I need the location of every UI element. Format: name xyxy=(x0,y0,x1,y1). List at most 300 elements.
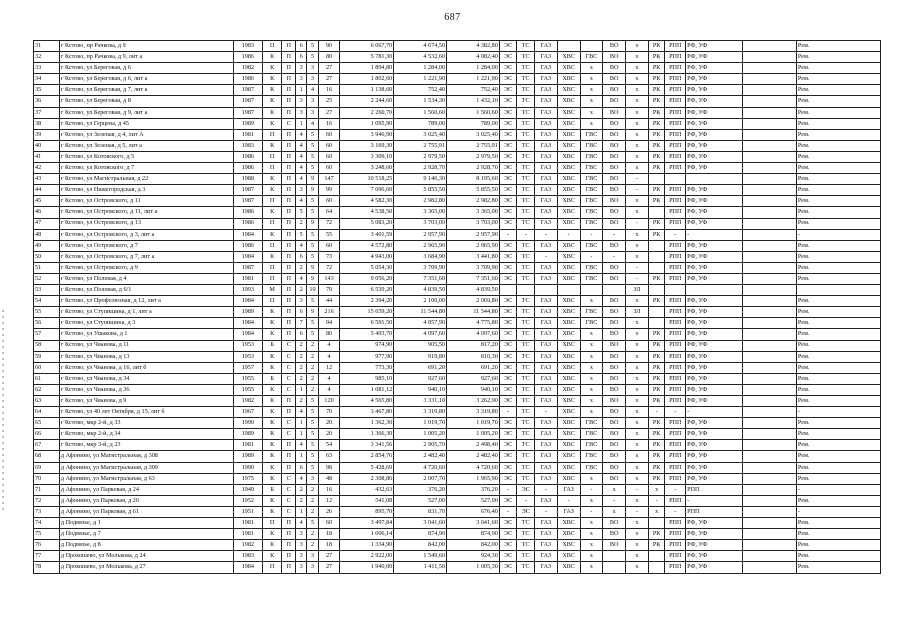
table-cell: ВО xyxy=(603,318,626,329)
table-cell: ВО xyxy=(603,296,626,307)
table-cell: ГАЗ xyxy=(535,429,558,440)
table-cell: ХВС xyxy=(557,473,580,484)
table-cell: 53 xyxy=(34,285,60,296)
table-cell: ГАЗ xyxy=(535,351,558,362)
table-cell: 3 169,30 xyxy=(340,140,394,151)
table-body xyxy=(34,41,881,574)
table-cell: 5 428,69 xyxy=(340,462,394,473)
table-cell: г Кстово, ул Котовского, д 5 xyxy=(59,151,233,162)
table-cell: ГАЗ xyxy=(535,562,558,573)
table-cell: 18 xyxy=(318,540,340,551)
table-cell: РФ, УФ xyxy=(686,307,743,318)
table-cell: х xyxy=(580,407,603,418)
table-cell: ТС xyxy=(517,196,535,207)
table-cell: РК xyxy=(648,52,665,63)
table-cell: х xyxy=(626,407,649,418)
table-cell: РФ, УФ xyxy=(686,318,743,329)
table-cell: ХВС xyxy=(557,129,580,140)
table-cell: П xyxy=(282,174,295,185)
table-cell: РК xyxy=(648,163,665,174)
table-cell: Рем. xyxy=(796,273,880,284)
table-cell: х xyxy=(580,529,603,540)
table-cell: х xyxy=(626,107,649,118)
table-cell: РПП xyxy=(665,396,686,407)
table-cell: г Кстово, ул Полевая, д 4 xyxy=(59,273,233,284)
table-cell: г Кстово, ул Полевая, д 6/1 xyxy=(59,285,233,296)
table-cell: РК xyxy=(648,418,665,429)
table-cell: РК xyxy=(648,74,665,85)
table-cell: ВО xyxy=(603,396,626,407)
table-cell: П xyxy=(282,52,295,63)
table-cell: Рем. xyxy=(796,551,880,562)
table-cell: 3 xyxy=(307,562,318,573)
table-cell xyxy=(517,285,535,296)
table-row xyxy=(34,296,881,307)
table-cell: 1952 xyxy=(233,495,262,506)
table-cell: 2 755,91 xyxy=(394,140,447,151)
table-cell: - xyxy=(580,229,603,240)
table-cell: 1953 xyxy=(233,340,262,351)
table-cell: 1982 xyxy=(233,396,262,407)
table-cell: С xyxy=(282,473,295,484)
table-cell: 3 xyxy=(307,74,318,85)
table-cell: 1987 xyxy=(233,96,262,107)
table-cell: 2 928,70 xyxy=(447,163,500,174)
table-cell: - xyxy=(665,229,686,240)
table-cell: К xyxy=(262,174,282,185)
table-cell: ЭС xyxy=(499,307,517,318)
table-cell: ХВС xyxy=(557,296,580,307)
table-cell: К xyxy=(262,229,282,240)
table-cell: РК xyxy=(648,429,665,440)
table-cell: РК xyxy=(648,107,665,118)
table-cell: г Кстово, ул Островского, д 11 xyxy=(59,196,233,207)
table-cell: К xyxy=(262,540,282,551)
table-cell: ЭС xyxy=(499,540,517,551)
table-cell xyxy=(743,307,797,318)
table-cell: 27 xyxy=(318,63,340,74)
table-cell: х xyxy=(626,329,649,340)
table-cell: 2 755,91 xyxy=(447,140,500,151)
table-cell: 985,10 xyxy=(340,373,394,384)
table-cell: 12 xyxy=(318,362,340,373)
table-cell: ХВС xyxy=(557,318,580,329)
table-cell: 1989 xyxy=(233,451,262,462)
table-cell: 3 262,90 xyxy=(447,396,500,407)
table-cell: ХВС xyxy=(557,551,580,562)
table-cell: 1 221,90 xyxy=(447,74,500,85)
table-cell: ГАЗ xyxy=(535,551,558,562)
table-cell: 2 xyxy=(307,506,318,517)
table-cell: 1 965,90 xyxy=(447,473,500,484)
table-cell: - xyxy=(686,229,743,240)
table-cell: 80 xyxy=(318,52,340,63)
table-cell: РФ, УФ xyxy=(686,240,743,251)
table-cell: 5 xyxy=(307,151,318,162)
table-cell: ВО xyxy=(603,418,626,429)
table-cell: К xyxy=(262,551,282,562)
table-cell: РПП xyxy=(665,473,686,484)
table-cell: ТС xyxy=(517,440,535,451)
table-cell: 676,40 xyxy=(447,506,500,517)
table-cell: ВО xyxy=(603,96,626,107)
table-cell: х xyxy=(648,506,665,517)
table-cell: х xyxy=(626,540,649,551)
table-cell: 691,20 xyxy=(394,362,447,373)
table-cell: 5 855,50 xyxy=(447,185,500,196)
table-cell: 1 366,30 xyxy=(340,429,394,440)
table-cell: РПП xyxy=(665,495,686,506)
table-row xyxy=(34,151,881,162)
table-cell: 940,10 xyxy=(394,384,447,395)
table-cell xyxy=(557,285,580,296)
table-cell: ГАЗ xyxy=(535,440,558,451)
table-cell: Рем. xyxy=(796,251,880,262)
table-cell: РПП xyxy=(665,207,686,218)
table-cell: ЭС xyxy=(499,185,517,196)
table-cell: 927,60 xyxy=(447,373,500,384)
table-cell: П xyxy=(262,41,282,52)
table-cell: 42 xyxy=(34,163,60,174)
table-cell: 1 560,60 xyxy=(394,107,447,118)
table-cell: 4 382,80 xyxy=(447,41,500,52)
table-cell: г Кстово, ул Чванова, д 36 xyxy=(59,384,233,395)
table-cell: К xyxy=(262,362,282,373)
table-cell: 61 xyxy=(34,373,60,384)
table-cell: 4 xyxy=(307,85,318,96)
table-cell xyxy=(796,285,880,296)
table-cell: РФ, УФ xyxy=(686,118,743,129)
table-row xyxy=(34,506,881,517)
table-cell: ХВС xyxy=(557,251,580,262)
table-cell: РПП xyxy=(665,151,686,162)
table-cell: 919,80 xyxy=(394,351,447,362)
table-cell: П xyxy=(282,296,295,307)
table-cell: П xyxy=(262,240,282,251)
table-cell: 5 xyxy=(307,163,318,174)
table-cell: П xyxy=(282,196,295,207)
table-cell: 895,70 xyxy=(340,506,394,517)
table-cell: 3 319,80 xyxy=(394,407,447,418)
table-cell: 9 xyxy=(307,307,318,318)
table-cell: ВО xyxy=(603,407,626,418)
table-cell: ТС xyxy=(517,429,535,440)
table-cell: ХВС xyxy=(557,273,580,284)
table-cell: Рем. xyxy=(796,429,880,440)
table-cell: РФ, УФ xyxy=(686,329,743,340)
table-cell: ЭС xyxy=(499,96,517,107)
table-cell: 12 xyxy=(318,495,340,506)
table-cell: ХВС xyxy=(557,396,580,407)
table-cell: 77 xyxy=(34,551,60,562)
table-cell: ХВС xyxy=(557,185,580,196)
table-cell: ГАЗ xyxy=(535,74,558,85)
table-cell: ЭС xyxy=(517,506,535,517)
table-cell: С xyxy=(282,429,295,440)
table-cell: 831,70 xyxy=(394,506,447,517)
table-cell: - xyxy=(686,407,743,418)
table-cell: 37 xyxy=(34,107,60,118)
table-cell: К xyxy=(262,462,282,473)
table-cell: РК xyxy=(648,218,665,229)
table-row xyxy=(34,185,881,196)
table-cell: 2 905,70 xyxy=(394,440,447,451)
table-cell: - xyxy=(626,506,649,517)
table-cell: РПП xyxy=(665,52,686,63)
table-cell: 6 xyxy=(295,307,306,318)
table-cell: 5 xyxy=(307,140,318,151)
table-cell: П xyxy=(282,307,295,318)
table-cell: 5 xyxy=(295,207,306,218)
table-cell: ГАЗ xyxy=(535,373,558,384)
table-cell: 26 xyxy=(318,506,340,517)
table-cell: РК xyxy=(648,362,665,373)
table-cell: 4 565,80 xyxy=(340,396,394,407)
table-cell: г Кстово, ул Ушакова, д 1 xyxy=(59,329,233,340)
table-cell: 874,90 xyxy=(447,529,500,540)
table-cell: 2 979,50 xyxy=(394,151,447,162)
table-cell: 99 xyxy=(318,185,340,196)
table-cell: ГАЗ xyxy=(535,273,558,284)
table-cell: 49 xyxy=(34,240,60,251)
table-cell: - xyxy=(535,484,558,495)
table-cell: К xyxy=(262,495,282,506)
table-cell: ЭС xyxy=(499,196,517,207)
table-cell: ЭС xyxy=(499,273,517,284)
table-cell: д Афонино, ул Парковая, д 26 xyxy=(59,495,233,506)
table-cell: х xyxy=(626,518,649,529)
table-cell: 6 539,20 xyxy=(340,285,394,296)
table-cell: ГАЗ xyxy=(535,196,558,207)
table-cell: РФ, УФ xyxy=(686,551,743,562)
table-cell: РК xyxy=(648,329,665,340)
table-cell: ГАЗ xyxy=(535,207,558,218)
table-cell: 50 xyxy=(34,251,60,262)
table-cell: 5 xyxy=(307,229,318,240)
table-row xyxy=(34,329,881,340)
table-cell: ГВС xyxy=(580,185,603,196)
table-cell: 1 284,00 xyxy=(447,63,500,74)
table-cell: 1984 xyxy=(233,229,262,240)
table-cell: 1989 xyxy=(233,118,262,129)
table-row xyxy=(34,218,881,229)
table-cell: ГАЗ xyxy=(535,118,558,129)
table-cell xyxy=(743,473,797,484)
table-cell: ВО xyxy=(603,451,626,462)
table-row xyxy=(34,351,881,362)
table-cell: х xyxy=(580,518,603,529)
table-cell: ХВС xyxy=(557,85,580,96)
table-cell: 1 019,70 xyxy=(447,418,500,429)
table-cell xyxy=(743,407,797,418)
table-cell: 1984 xyxy=(233,296,262,307)
table-cell: ХВС xyxy=(557,440,580,451)
table-cell: 64 xyxy=(318,207,340,218)
table-cell: 7 351,60 xyxy=(447,273,500,284)
table-cell: 38 xyxy=(34,118,60,129)
table-cell: ТС xyxy=(517,396,535,407)
table-row xyxy=(34,41,881,52)
table-cell: 2 xyxy=(307,351,318,362)
table-cell: х xyxy=(648,484,665,495)
table-cell: 2 xyxy=(307,484,318,495)
table-cell xyxy=(743,518,797,529)
table-cell: 4 xyxy=(295,129,306,140)
table-cell: РФ, УФ xyxy=(686,251,743,262)
table-cell: г Кстово, ул Островского, д 11, лит а xyxy=(59,207,233,218)
table-cell xyxy=(743,96,797,107)
table-cell: 1982 xyxy=(233,63,262,74)
table-cell: х xyxy=(580,384,603,395)
table-cell: ТС xyxy=(517,107,535,118)
table-cell: 66 xyxy=(34,429,60,440)
table-cell: 5 xyxy=(307,52,318,63)
table-cell: 5 083,20 xyxy=(340,218,394,229)
table-cell: 3 365,00 xyxy=(394,207,447,218)
table-cell: ЭС xyxy=(499,318,517,329)
scan-artifact xyxy=(2,310,4,510)
table-cell: - xyxy=(499,407,517,418)
table-cell: К xyxy=(262,74,282,85)
table-cell: 5 xyxy=(307,407,318,418)
table-cell: 1975 xyxy=(233,473,262,484)
table-cell: 5 xyxy=(307,440,318,451)
table-cell: 39 xyxy=(34,129,60,140)
table-row xyxy=(34,429,881,440)
housing-registry-table xyxy=(33,40,881,574)
table-cell: ВО xyxy=(603,74,626,85)
table-cell: 1986 xyxy=(233,163,262,174)
table-cell: ЭС xyxy=(499,351,517,362)
table-cell: Рем. xyxy=(796,196,880,207)
table-cell: К xyxy=(262,351,282,362)
table-cell: х xyxy=(626,207,649,218)
table-cell: РК xyxy=(648,396,665,407)
table-cell: ХВС xyxy=(557,240,580,251)
table-cell: ТС xyxy=(517,129,535,140)
table-cell: П xyxy=(282,451,295,462)
table-cell: РПП xyxy=(665,163,686,174)
table-cell: 6 xyxy=(295,251,306,262)
table-cell: П xyxy=(282,540,295,551)
table-cell: ВО xyxy=(603,273,626,284)
table-cell: ГВС xyxy=(580,262,603,273)
table-cell: ТС xyxy=(517,262,535,273)
table-cell: 1990 xyxy=(233,462,262,473)
table-cell: 1 411,50 xyxy=(394,562,447,573)
table-cell: РПП xyxy=(665,362,686,373)
table-cell xyxy=(603,285,626,296)
table-cell: РПП xyxy=(665,107,686,118)
table-cell: - xyxy=(648,407,665,418)
table-cell: - xyxy=(603,495,626,506)
table-cell: 55 xyxy=(318,229,340,240)
table-cell: - xyxy=(580,506,603,517)
table-cell: 691,20 xyxy=(447,362,500,373)
table-cell: г Кстово, ул Зеленая, д 5, лит а xyxy=(59,140,233,151)
table-cell: РПП xyxy=(665,96,686,107)
table-cell: х xyxy=(626,451,649,462)
table-cell: РФ, УФ xyxy=(686,85,743,96)
table-cell: 46 xyxy=(34,207,60,218)
table-cell: 4 720,60 xyxy=(447,462,500,473)
table-cell xyxy=(743,196,797,207)
table-cell: 3 xyxy=(295,296,306,307)
table-cell xyxy=(743,229,797,240)
table-cell: ГАЗ xyxy=(535,318,558,329)
table-cell: 1 xyxy=(295,418,306,429)
table-cell: 1 334,90 xyxy=(340,540,394,551)
table-cell: 1 xyxy=(295,384,306,395)
table-cell: - xyxy=(626,273,649,284)
table-row xyxy=(34,373,881,384)
table-cell: д Афонино, ул Парковая, д 24 xyxy=(59,484,233,495)
table-cell: х xyxy=(603,484,626,495)
table-cell: К xyxy=(262,384,282,395)
table-cell: 2 482,40 xyxy=(447,451,500,462)
table-cell: ТС xyxy=(517,473,535,484)
table-row xyxy=(34,462,881,473)
table-cell: 60 xyxy=(318,163,340,174)
table-cell: РПП xyxy=(665,185,686,196)
table-cell: х xyxy=(580,118,603,129)
table-cell: ГВС xyxy=(580,318,603,329)
table-cell: г Кстово, мкр 2-й, д 33 xyxy=(59,418,233,429)
table-cell: 1 081,12 xyxy=(340,384,394,395)
table-cell: 3 497,84 xyxy=(340,518,394,529)
table-cell: - xyxy=(626,174,649,185)
table-cell: 69 xyxy=(34,462,60,473)
table-cell: К xyxy=(262,396,282,407)
table-cell: Рем. xyxy=(796,218,880,229)
table-cell: 1 xyxy=(295,451,306,462)
table-cell: ЭС xyxy=(499,562,517,573)
table-cell xyxy=(743,506,797,517)
table-cell: ТС xyxy=(517,52,535,63)
table-cell: С xyxy=(282,118,295,129)
table-cell: Рем. xyxy=(796,163,880,174)
table-cell: 3 xyxy=(307,107,318,118)
table-cell: П xyxy=(262,196,282,207)
table-cell: ВО xyxy=(603,340,626,351)
table-cell xyxy=(603,551,626,562)
table-cell: П xyxy=(282,163,295,174)
table-cell: Рем. xyxy=(796,74,880,85)
table-cell: ЭС xyxy=(499,41,517,52)
table-cell: П xyxy=(262,129,282,140)
table-cell: ГВС xyxy=(580,52,603,63)
table-cell: 6 xyxy=(295,329,306,340)
table-cell: 63 xyxy=(318,451,340,462)
table-cell xyxy=(557,41,580,52)
table-cell: 1 019,70 xyxy=(394,418,447,429)
table-cell: ЭС xyxy=(499,384,517,395)
table-cell xyxy=(743,129,797,140)
table-cell: РФ, УФ xyxy=(686,418,743,429)
table-cell: 9 xyxy=(307,262,318,273)
table-cell xyxy=(743,529,797,540)
table-cell: г Кстово, ул Профсоюзная, д 12, лит а xyxy=(59,296,233,307)
table-cell: Рем. xyxy=(796,495,880,506)
table-cell: х xyxy=(626,63,649,74)
table-cell: 5 054,30 xyxy=(340,262,394,273)
table-cell: П xyxy=(282,140,295,151)
table-cell xyxy=(743,74,797,85)
table-cell: 51 xyxy=(34,262,60,273)
table-row xyxy=(34,362,881,373)
table-cell: - xyxy=(626,262,649,273)
table-cell: РК xyxy=(648,118,665,129)
